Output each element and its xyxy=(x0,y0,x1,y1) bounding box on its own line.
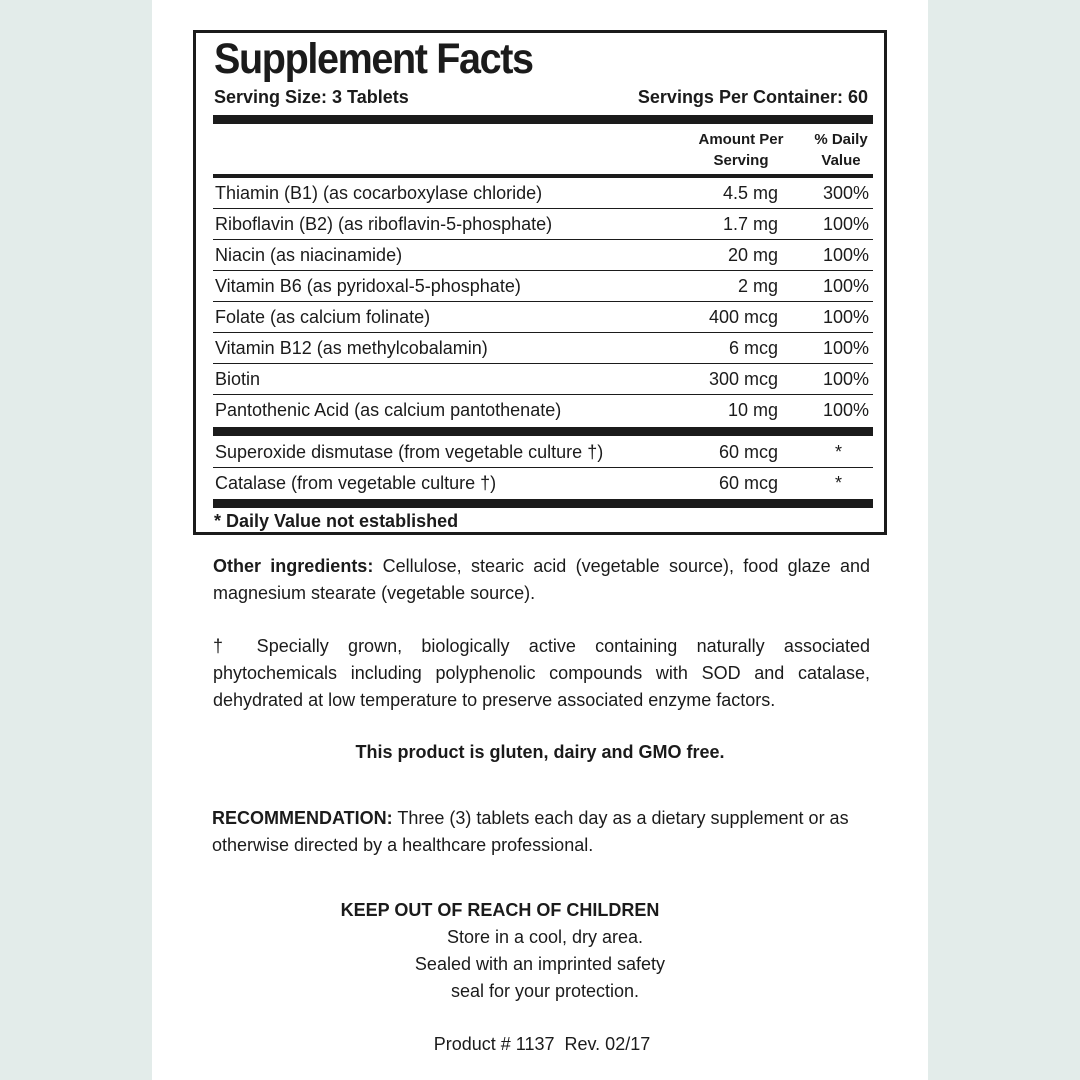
seal-line-2: seal for your protection. xyxy=(450,981,640,1001)
nutrient-amount: 20 mg xyxy=(727,245,778,265)
amount-header-line1: Amount Per xyxy=(698,131,784,148)
nutrient-amount: 1.7 mg xyxy=(722,214,778,234)
nutrient-row xyxy=(213,395,873,426)
serving-size: Serving Size: 3 Tablets xyxy=(214,87,409,107)
nutrient-dv: 100% xyxy=(822,245,869,265)
nutrient-row xyxy=(213,302,873,333)
warning-title: KEEP OUT OF REACH OF CHILDREN xyxy=(340,900,660,920)
nutrient-row xyxy=(213,240,873,271)
nutrient-name: Pantothenic Acid (as calcium pantothenate) xyxy=(215,400,562,420)
daily-value-footnote: * Daily Value not established xyxy=(214,511,459,531)
dagger-note: † Specially grown, biologically active containing naturally associated phytochemicals including polyphenolic compounds with SOD and catalase, dehydrated at low temperature to preserve associated enzyme factors. xyxy=(213,636,870,710)
nutrient-name: Niacin (as niacinamide) xyxy=(215,245,403,265)
nutrient-dv: 100% xyxy=(822,214,869,234)
nutrient-dv: 100% xyxy=(822,307,869,327)
facts-title: Supplement Facts xyxy=(214,35,533,83)
nutrient-dv: 100% xyxy=(822,400,869,420)
daily-value-header xyxy=(801,129,881,171)
ingredient-name: Catalase (from vegetable culture †) xyxy=(215,473,497,493)
nutrient-dv: 100% xyxy=(822,369,869,389)
free-statement: This product is gluten, dairy and GMO free. xyxy=(355,742,725,762)
amount-header-line2: Serving xyxy=(713,152,769,169)
nutrient-row xyxy=(213,209,873,240)
ingredient-dv: * xyxy=(834,473,842,493)
ingredient-amount: 60 mcg xyxy=(718,473,778,493)
nutrient-name: Thiamin (B1) (as cocarboxylase chloride) xyxy=(215,183,543,203)
seal-line-1: Sealed with an imprinted safety xyxy=(414,954,666,974)
ingredient-name: Superoxide dismutase (from vegetable culture †) xyxy=(215,442,604,462)
nutrient-amount: 6 mcg xyxy=(728,338,778,358)
nutrient-row xyxy=(213,333,873,364)
nutrient-row xyxy=(213,364,873,395)
divider-bar xyxy=(213,499,873,508)
ingredient-dv: * xyxy=(834,442,842,462)
nutrient-dv: 300% xyxy=(822,183,869,203)
storage-line: Store in a cool, dry area. xyxy=(446,927,644,947)
dv-header-line1: % Daily xyxy=(814,131,868,148)
nutrient-row xyxy=(213,271,873,302)
supplement-facts-panel xyxy=(193,30,887,535)
nutrient-amount: 4.5 mg xyxy=(722,183,778,203)
other-ingredient-row xyxy=(213,437,873,468)
nutrient-amount: 300 mcg xyxy=(708,369,778,389)
divider-bar xyxy=(213,115,873,124)
nutrient-name: Vitamin B12 (as methylcobalamin) xyxy=(215,338,488,358)
servings-per-container: Servings Per Container: 60 xyxy=(637,87,868,107)
recommendation-text: Three (3) tablets each day as a dietary supplement or as otherwise directed by a healthcare professional. xyxy=(212,808,849,855)
recommendation xyxy=(212,805,869,859)
nutrient-amount: 400 mcg xyxy=(708,307,778,327)
recommendation-label: RECOMMENDATION: xyxy=(212,808,393,828)
nutrient-dv: 100% xyxy=(822,338,869,358)
nutrient-amount: 2 mg xyxy=(737,276,778,296)
nutrient-name: Vitamin B6 (as pyridoxal-5-phosphate) xyxy=(215,276,521,296)
other-ingredients xyxy=(213,553,870,607)
other-ingredients-label: Other ingredients: xyxy=(213,556,374,576)
nutrient-dv: 100% xyxy=(822,276,869,296)
nutrient-name: Folate (as calcium folinate) xyxy=(215,307,431,327)
nutrient-name: Biotin xyxy=(215,369,261,389)
other-ingredients-text: Cellulose, stearic acid (vegetable source), food glaze and magnesium stearate (vegetable source). xyxy=(213,556,871,603)
nutrient-amount: 10 mg xyxy=(727,400,778,420)
product-number: Product # 1137 Rev. 02/17 xyxy=(433,1034,651,1054)
nutrient-row xyxy=(213,178,873,209)
divider-bar xyxy=(213,427,873,436)
dv-header-line2: Value xyxy=(821,152,861,169)
other-ingredient-row xyxy=(213,468,873,499)
ingredient-amount: 60 mcg xyxy=(718,442,778,462)
amount-per-serving-header xyxy=(686,129,796,171)
nutrient-name: Riboflavin (B2) (as riboflavin-5-phosphate) xyxy=(215,214,553,234)
